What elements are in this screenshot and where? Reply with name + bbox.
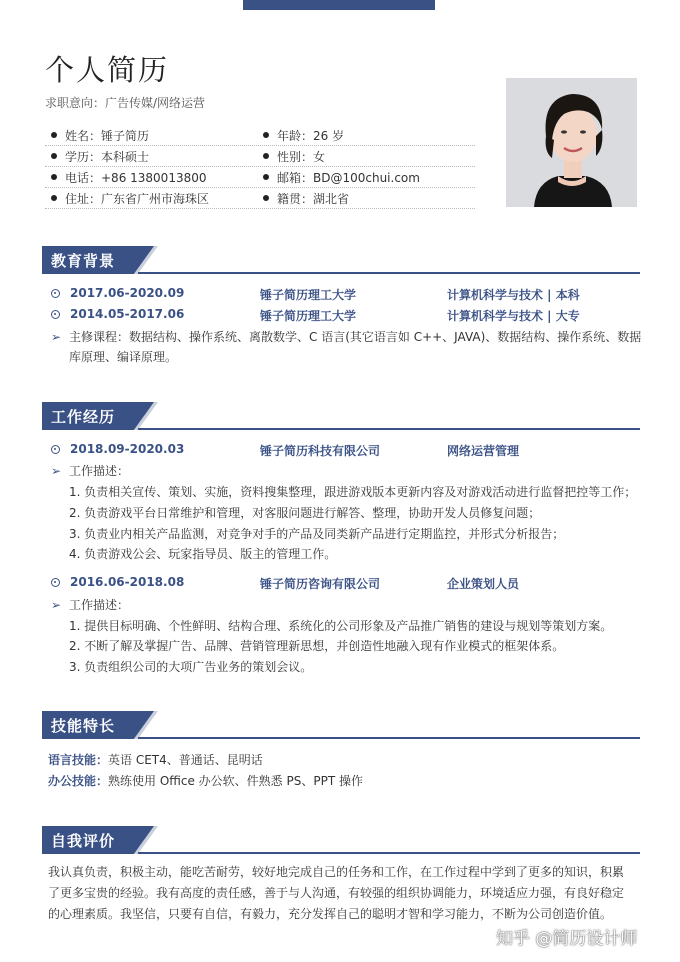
header-rule [138, 852, 640, 854]
entry-date: 2014.05-2017.06 [70, 307, 185, 321]
portrait-image [506, 78, 637, 207]
self-line-1: 我认真负责，积极主动，能吃苦耐劳，较好地完成自己的任务和工作，在工作过程中学到了更多的知识，积累 [48, 865, 625, 879]
top-decoration-tab [243, 0, 435, 10]
gender-text: 性别：女 [277, 150, 326, 164]
address-item [51, 190, 209, 207]
target-icon [51, 310, 60, 319]
desc-label-text: 工作描述： [69, 464, 130, 478]
info-row-3 [45, 167, 475, 188]
self-line-3: 的心理素质。我坚信，只要有自信，有毅力，充分发挥自己的聪明才智和学习能力，不断为公司创造价值。 [48, 907, 613, 921]
courses-line-2: 库原理、编译原理。 [69, 350, 178, 364]
job-position: 企业策划人员 [447, 577, 520, 591]
job-position: 网络运营管理 [447, 444, 520, 458]
header-rule [138, 272, 640, 274]
bullet-icon [51, 195, 57, 201]
job-date: 2016.06-2018.08 [70, 575, 185, 589]
entry-date: 2017.06-2020.09 [70, 286, 185, 300]
gender-item [263, 148, 325, 165]
education-entry-2 [51, 307, 580, 323]
profile-photo [506, 78, 637, 207]
entry-major: 计算机科学与技术 | 本科 [447, 288, 580, 302]
bullet-icon [263, 174, 269, 180]
bullet-icon [51, 174, 57, 180]
target-icon [51, 578, 60, 587]
job-item: 2. 不断了解及掌握广告、品牌、营销管理新思想，并创造性地融入现有作业模式的框架体系。 [69, 639, 565, 653]
bullet-icon [51, 153, 57, 159]
job-item: 2. 负责游戏平台日常维护和管理，对客服问题进行解答、整理，协助开发人员修复问题； [69, 506, 541, 520]
job-entry-2 [51, 575, 520, 591]
age-item [263, 127, 344, 144]
work-title: 工作经历 [51, 408, 116, 426]
education-item [51, 148, 149, 165]
arrow-icon: ➢ [51, 330, 62, 344]
bullet-icon [51, 132, 57, 138]
self-line-2: 了更多宝贵的经验。我有高度的责任感，善于与人沟通，有较强的组织协调能力，环境适应力强，有良好稳定 [48, 886, 625, 900]
job-entry-1 [51, 442, 520, 458]
work-section-header [42, 402, 640, 430]
desc-label-text: 工作描述： [69, 598, 130, 612]
age-text: 年龄：26 岁 [277, 129, 345, 143]
job-item: 3. 负责业内相关产品监测，对竞争对手的产品及同类新产品进行定期监控，并形式分析报告； [69, 527, 565, 541]
office-label: 办公技能： [48, 774, 109, 788]
job-desc-label [51, 462, 129, 479]
hometown-item [263, 190, 349, 207]
self-title: 自我评价 [51, 832, 116, 850]
language-skill [48, 751, 263, 768]
bullet-icon [263, 153, 269, 159]
watermark: 知乎 @简历设计师 [496, 929, 638, 949]
job-company: 锤子简历科技有限公司 [260, 444, 381, 458]
header-rule [138, 428, 640, 430]
entry-school: 锤子简历理工大学 [260, 309, 357, 323]
job-desc-label [51, 596, 129, 613]
job-item: 1. 负责相关宣传、策划、实施，资料搜集整理，跟进游戏版本更新内容及对游戏活动进行监督把控等工作； [69, 485, 637, 499]
arrow-icon: ➢ [51, 598, 62, 612]
courses-line [51, 328, 641, 345]
arrow-icon: ➢ [51, 464, 62, 478]
job-item: 4. 负责游戏公会、玩家指导员、版主的管理工作。 [69, 547, 337, 561]
info-row-4 [45, 188, 475, 209]
address-text: 住址：广东省广州市海珠区 [65, 192, 210, 206]
entry-school: 锤子简历理工大学 [260, 288, 357, 302]
phone-item [51, 169, 207, 186]
info-row-2 [45, 146, 475, 167]
office-skill [48, 772, 363, 789]
education-text: 学历：本科硕士 [65, 150, 150, 164]
bullet-icon [263, 195, 269, 201]
bullet-icon [263, 132, 269, 138]
skills-section-header [42, 711, 640, 739]
job-date: 2018.09-2020.03 [70, 442, 185, 456]
entry-major: 计算机科学与技术 | 大专 [447, 309, 580, 323]
email-text: 邮箱：BD@100chui.com [277, 171, 420, 185]
self-section-header [42, 826, 640, 854]
language-value: 英语 CET4、普通话、昆明话 [108, 753, 263, 767]
target-icon [51, 445, 60, 454]
phone-text: 电话：+86 1380013800 [65, 171, 207, 185]
page-title: 个人简历 [45, 53, 170, 87]
language-label: 语言技能： [48, 753, 109, 767]
info-row-1 [45, 125, 475, 146]
email-item [263, 169, 420, 186]
education-section-header [42, 246, 640, 274]
header-rule [138, 737, 640, 739]
office-value: 熟练使用 Office 办公软、件熟悉 PS、PPT 操作 [108, 774, 363, 788]
job-item: 1. 提供目标明确、个性鲜明、结构合理、系统化的公司形象及产品推广销售的建设与规划等策划方案。 [69, 619, 613, 633]
hometown-text: 籍贯：湖北省 [277, 192, 350, 206]
name-text: 姓名：锤子简历 [65, 129, 150, 143]
education-entry-1 [51, 286, 580, 302]
courses-text: 主修课程：数据结构、操作系统、离散数学、C 语言(其它语言如 C++、JAVA)、数据结构、操作系统、数据 [69, 330, 642, 344]
education-title: 教育背景 [51, 252, 116, 270]
job-company: 锤子简历咨询有限公司 [260, 577, 381, 591]
skills-title: 技能特长 [51, 717, 116, 735]
job-item: 3. 负责组织公司的大项广告业务的策划会议。 [69, 660, 313, 674]
name-item [51, 127, 149, 144]
target-icon [51, 289, 60, 298]
self-evaluation-text [48, 862, 644, 925]
job-intention: 求职意向：广告传媒/网络运营 [45, 96, 206, 110]
